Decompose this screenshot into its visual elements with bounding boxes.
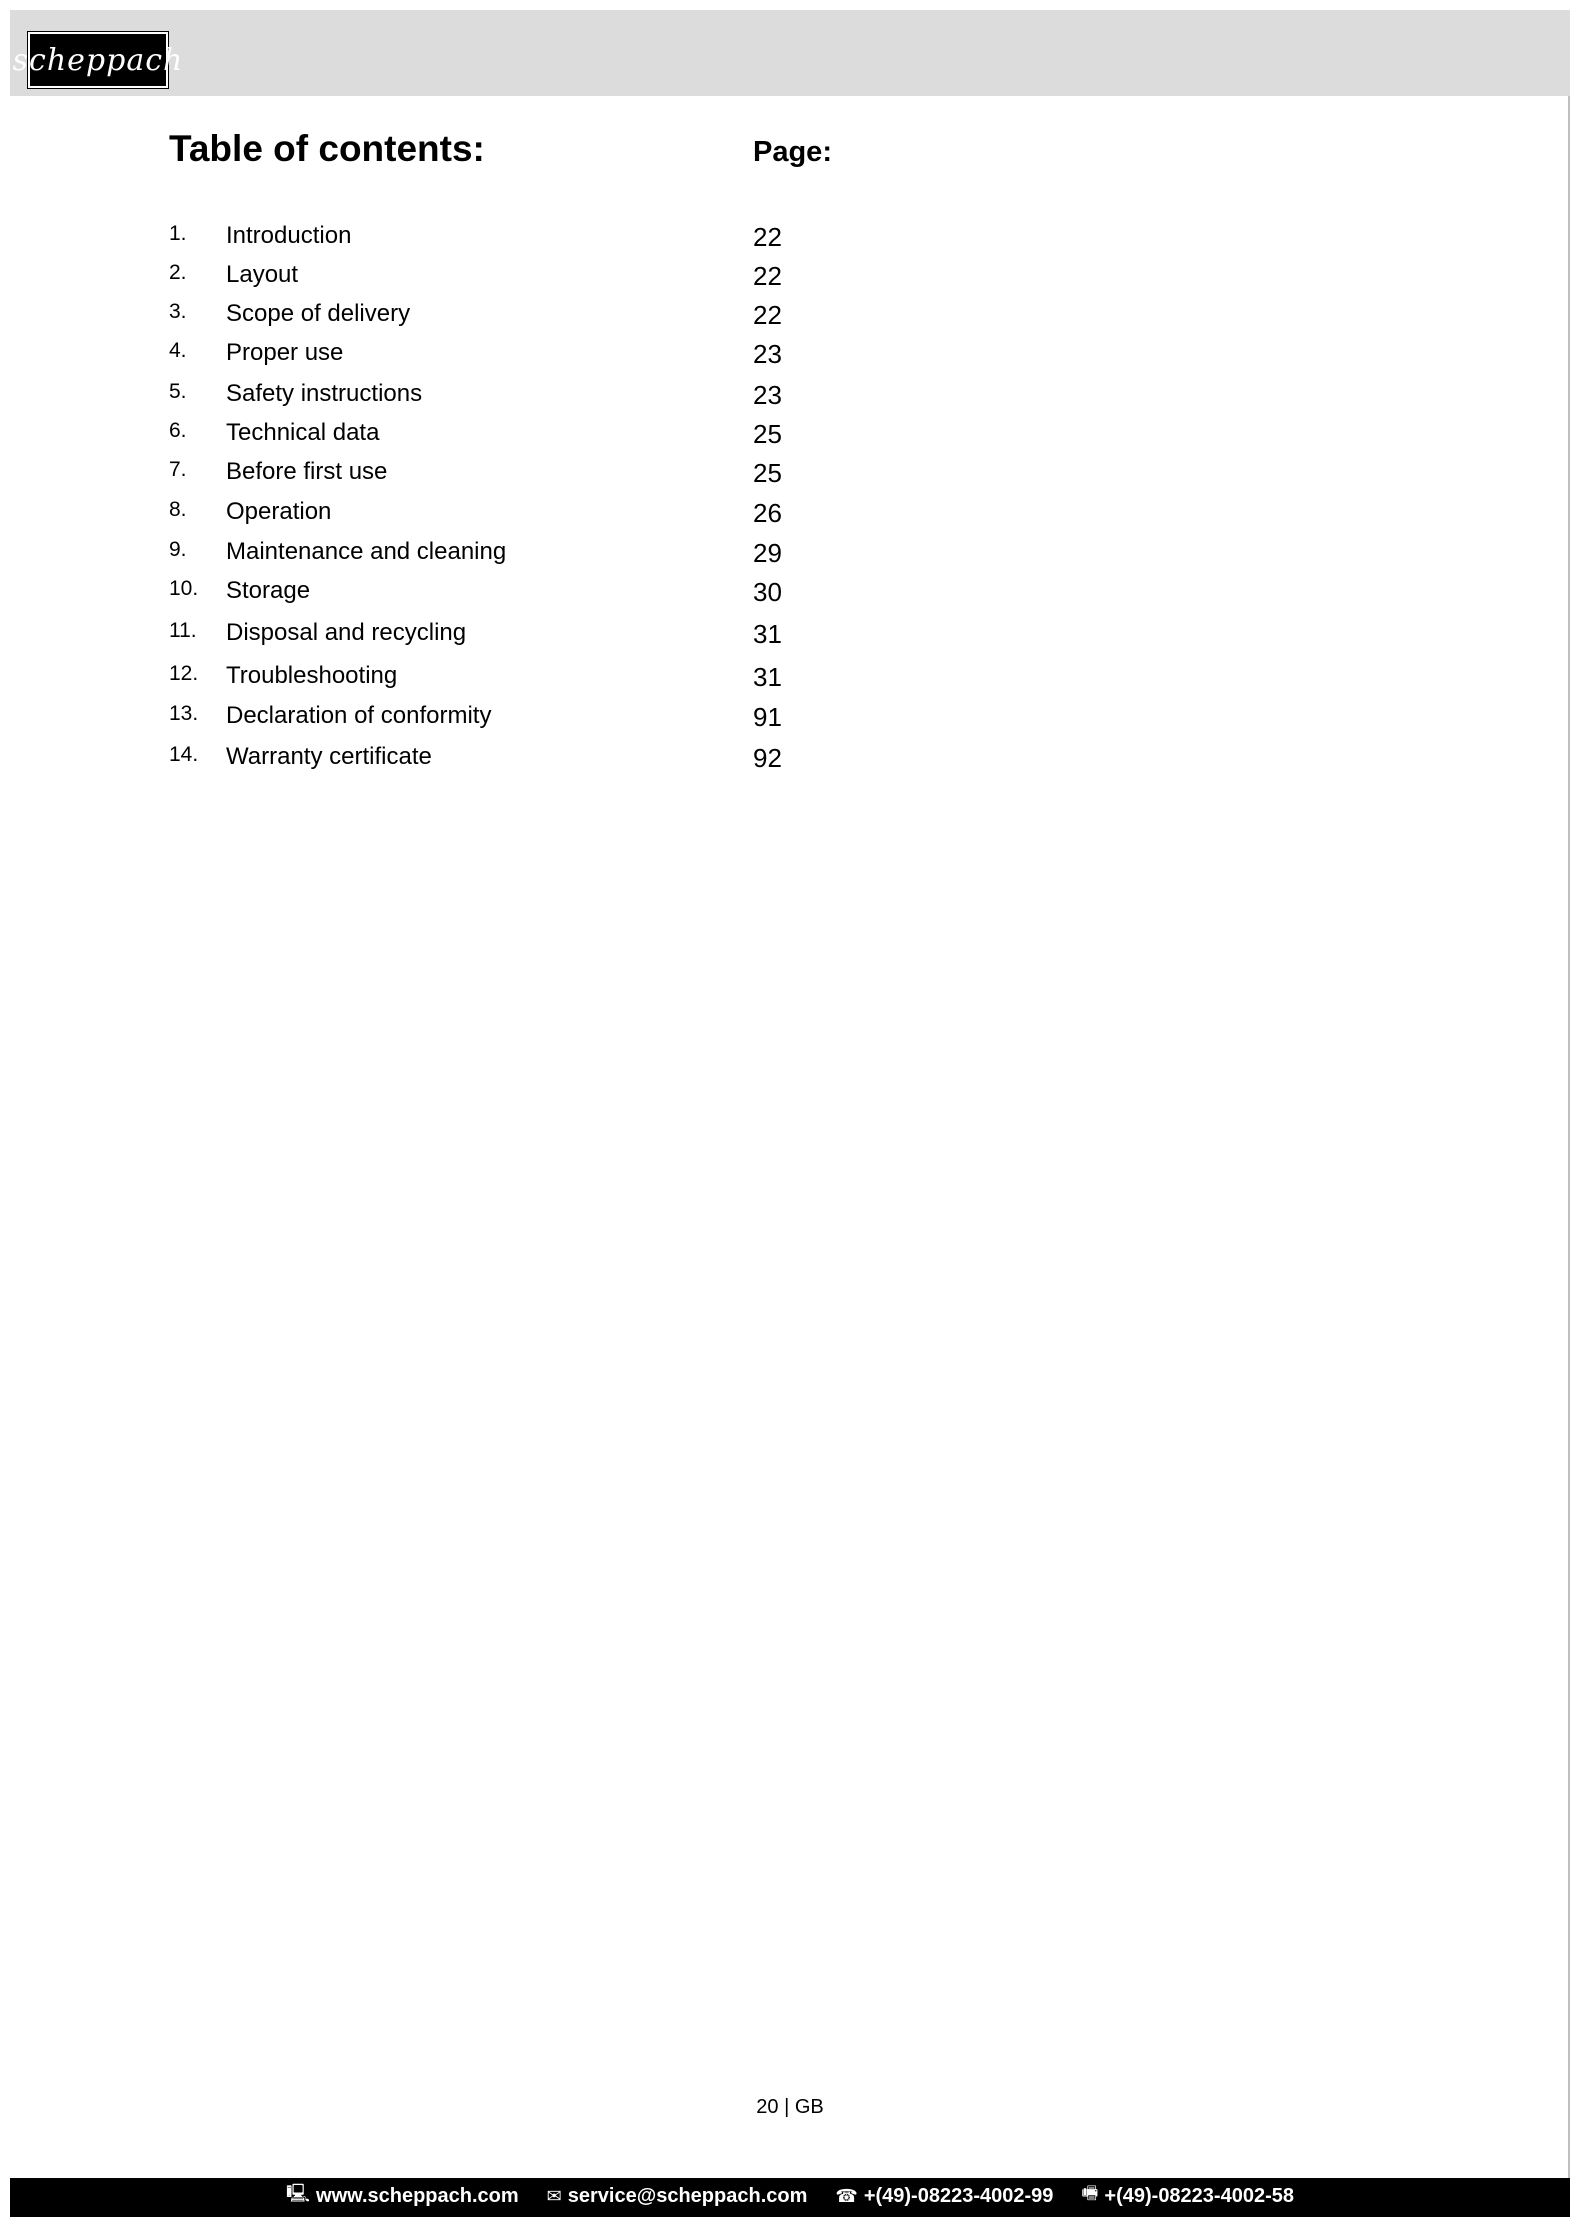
computer-icon: 🖳 <box>286 2183 311 2203</box>
toc-title: Table of contents: <box>169 128 485 169</box>
toc-entry-label: Safety instructions <box>226 380 423 407</box>
toc-entry[interactable] <box>0 261 1580 301</box>
toc-entry-number: 5. <box>169 380 187 403</box>
toc-entry-page: 25 <box>753 458 782 488</box>
toc-entry[interactable] <box>0 339 1580 379</box>
toc-entry-label: Scope of delivery <box>226 300 411 327</box>
toc-entry-label: Troubleshooting <box>226 662 398 689</box>
toc-entry[interactable] <box>0 222 1580 262</box>
toc-entry-number: 1. <box>169 222 187 245</box>
toc-entry-page: 30 <box>753 577 782 607</box>
toc-entry[interactable] <box>0 743 1580 783</box>
page-number: 20 | GB <box>756 2096 824 2118</box>
toc-page-heading: Page: <box>753 136 832 168</box>
toc-entry[interactable] <box>0 702 1580 742</box>
toc-entry[interactable] <box>0 619 1580 659</box>
toc-entry-page: 25 <box>753 419 782 449</box>
toc-entry-label: Declaration of conformity <box>226 702 492 729</box>
footer-website[interactable] <box>286 2181 519 2211</box>
toc-entry-label: Storage <box>226 577 311 604</box>
logo-text: scheppach <box>12 42 184 78</box>
toc-entry-page: 31 <box>753 662 782 692</box>
toc-entry-number: 14. <box>169 743 199 766</box>
footer-phone <box>835 2185 1053 2208</box>
phone-icon: ☎ <box>835 2185 858 2206</box>
toc-entry-number: 9. <box>169 538 187 561</box>
toc-entry-label: Layout <box>226 261 299 288</box>
toc-entry[interactable] <box>0 458 1580 498</box>
toc-entry-label: Warranty certificate <box>226 743 432 770</box>
toc-entry-label: Before first use <box>226 458 388 485</box>
footer-email[interactable] <box>547 2185 808 2208</box>
email-text: service@scheppach.com <box>567 2184 808 2207</box>
toc-entry-number: 11. <box>169 619 197 642</box>
toc-entry-number: 2. <box>169 261 187 284</box>
phone-text: +(49)-08223-4002-99 <box>863 2184 1054 2207</box>
toc-entry-page: 31 <box>753 619 782 649</box>
toc-entry-page: 22 <box>753 261 782 291</box>
toc-entry-label: Operation <box>226 498 332 525</box>
toc-entry[interactable] <box>0 380 1580 420</box>
toc-entry-page: 23 <box>753 380 782 410</box>
toc-entry-number: 7. <box>169 458 187 481</box>
toc-entry[interactable] <box>0 538 1580 578</box>
toc-entry[interactable] <box>0 498 1580 538</box>
brand-logo <box>12 32 184 88</box>
toc-entry-number: 12. <box>169 662 199 685</box>
toc-entry-page: 91 <box>753 702 782 732</box>
toc-entry-number: 10. <box>169 577 199 600</box>
fax-icon: 🖷 <box>1081 2183 1099 2203</box>
toc-entry-page: 22 <box>753 222 782 252</box>
website-text: www.scheppach.com <box>316 2184 519 2207</box>
toc-entry[interactable] <box>0 577 1580 617</box>
contact-footer-bar <box>10 2178 1570 2214</box>
toc-entry-label: Proper use <box>226 339 344 366</box>
fax-text: +(49)-08223-4002-58 <box>1104 2184 1294 2207</box>
toc-entry-number: 8. <box>169 498 187 521</box>
toc-entry-label: Introduction <box>226 222 352 249</box>
toc-entry-label: Technical data <box>226 419 380 446</box>
toc-entry-number: 6. <box>169 419 187 442</box>
toc-entry-number: 3. <box>169 300 187 323</box>
toc-entry-page: 26 <box>753 498 782 528</box>
header-band <box>10 10 1570 96</box>
toc-entry[interactable] <box>0 419 1580 459</box>
toc-entry-page: 29 <box>753 538 782 568</box>
footer-fax <box>1081 2181 1294 2211</box>
toc-entry-page: 92 <box>753 743 782 773</box>
toc-entry-label: Maintenance and cleaning <box>226 538 507 565</box>
email-icon: ✉ <box>546 2185 562 2206</box>
footer-underline <box>10 2214 1570 2217</box>
toc-entry-number: 13. <box>169 702 199 725</box>
toc-entry[interactable] <box>0 300 1580 340</box>
toc-entry-number: 4. <box>169 339 187 362</box>
toc-entry-page: 23 <box>753 339 782 369</box>
toc-entry-page: 22 <box>753 300 782 330</box>
toc-entry-label: Disposal and recycling <box>226 619 467 646</box>
toc-entry[interactable] <box>0 662 1580 702</box>
